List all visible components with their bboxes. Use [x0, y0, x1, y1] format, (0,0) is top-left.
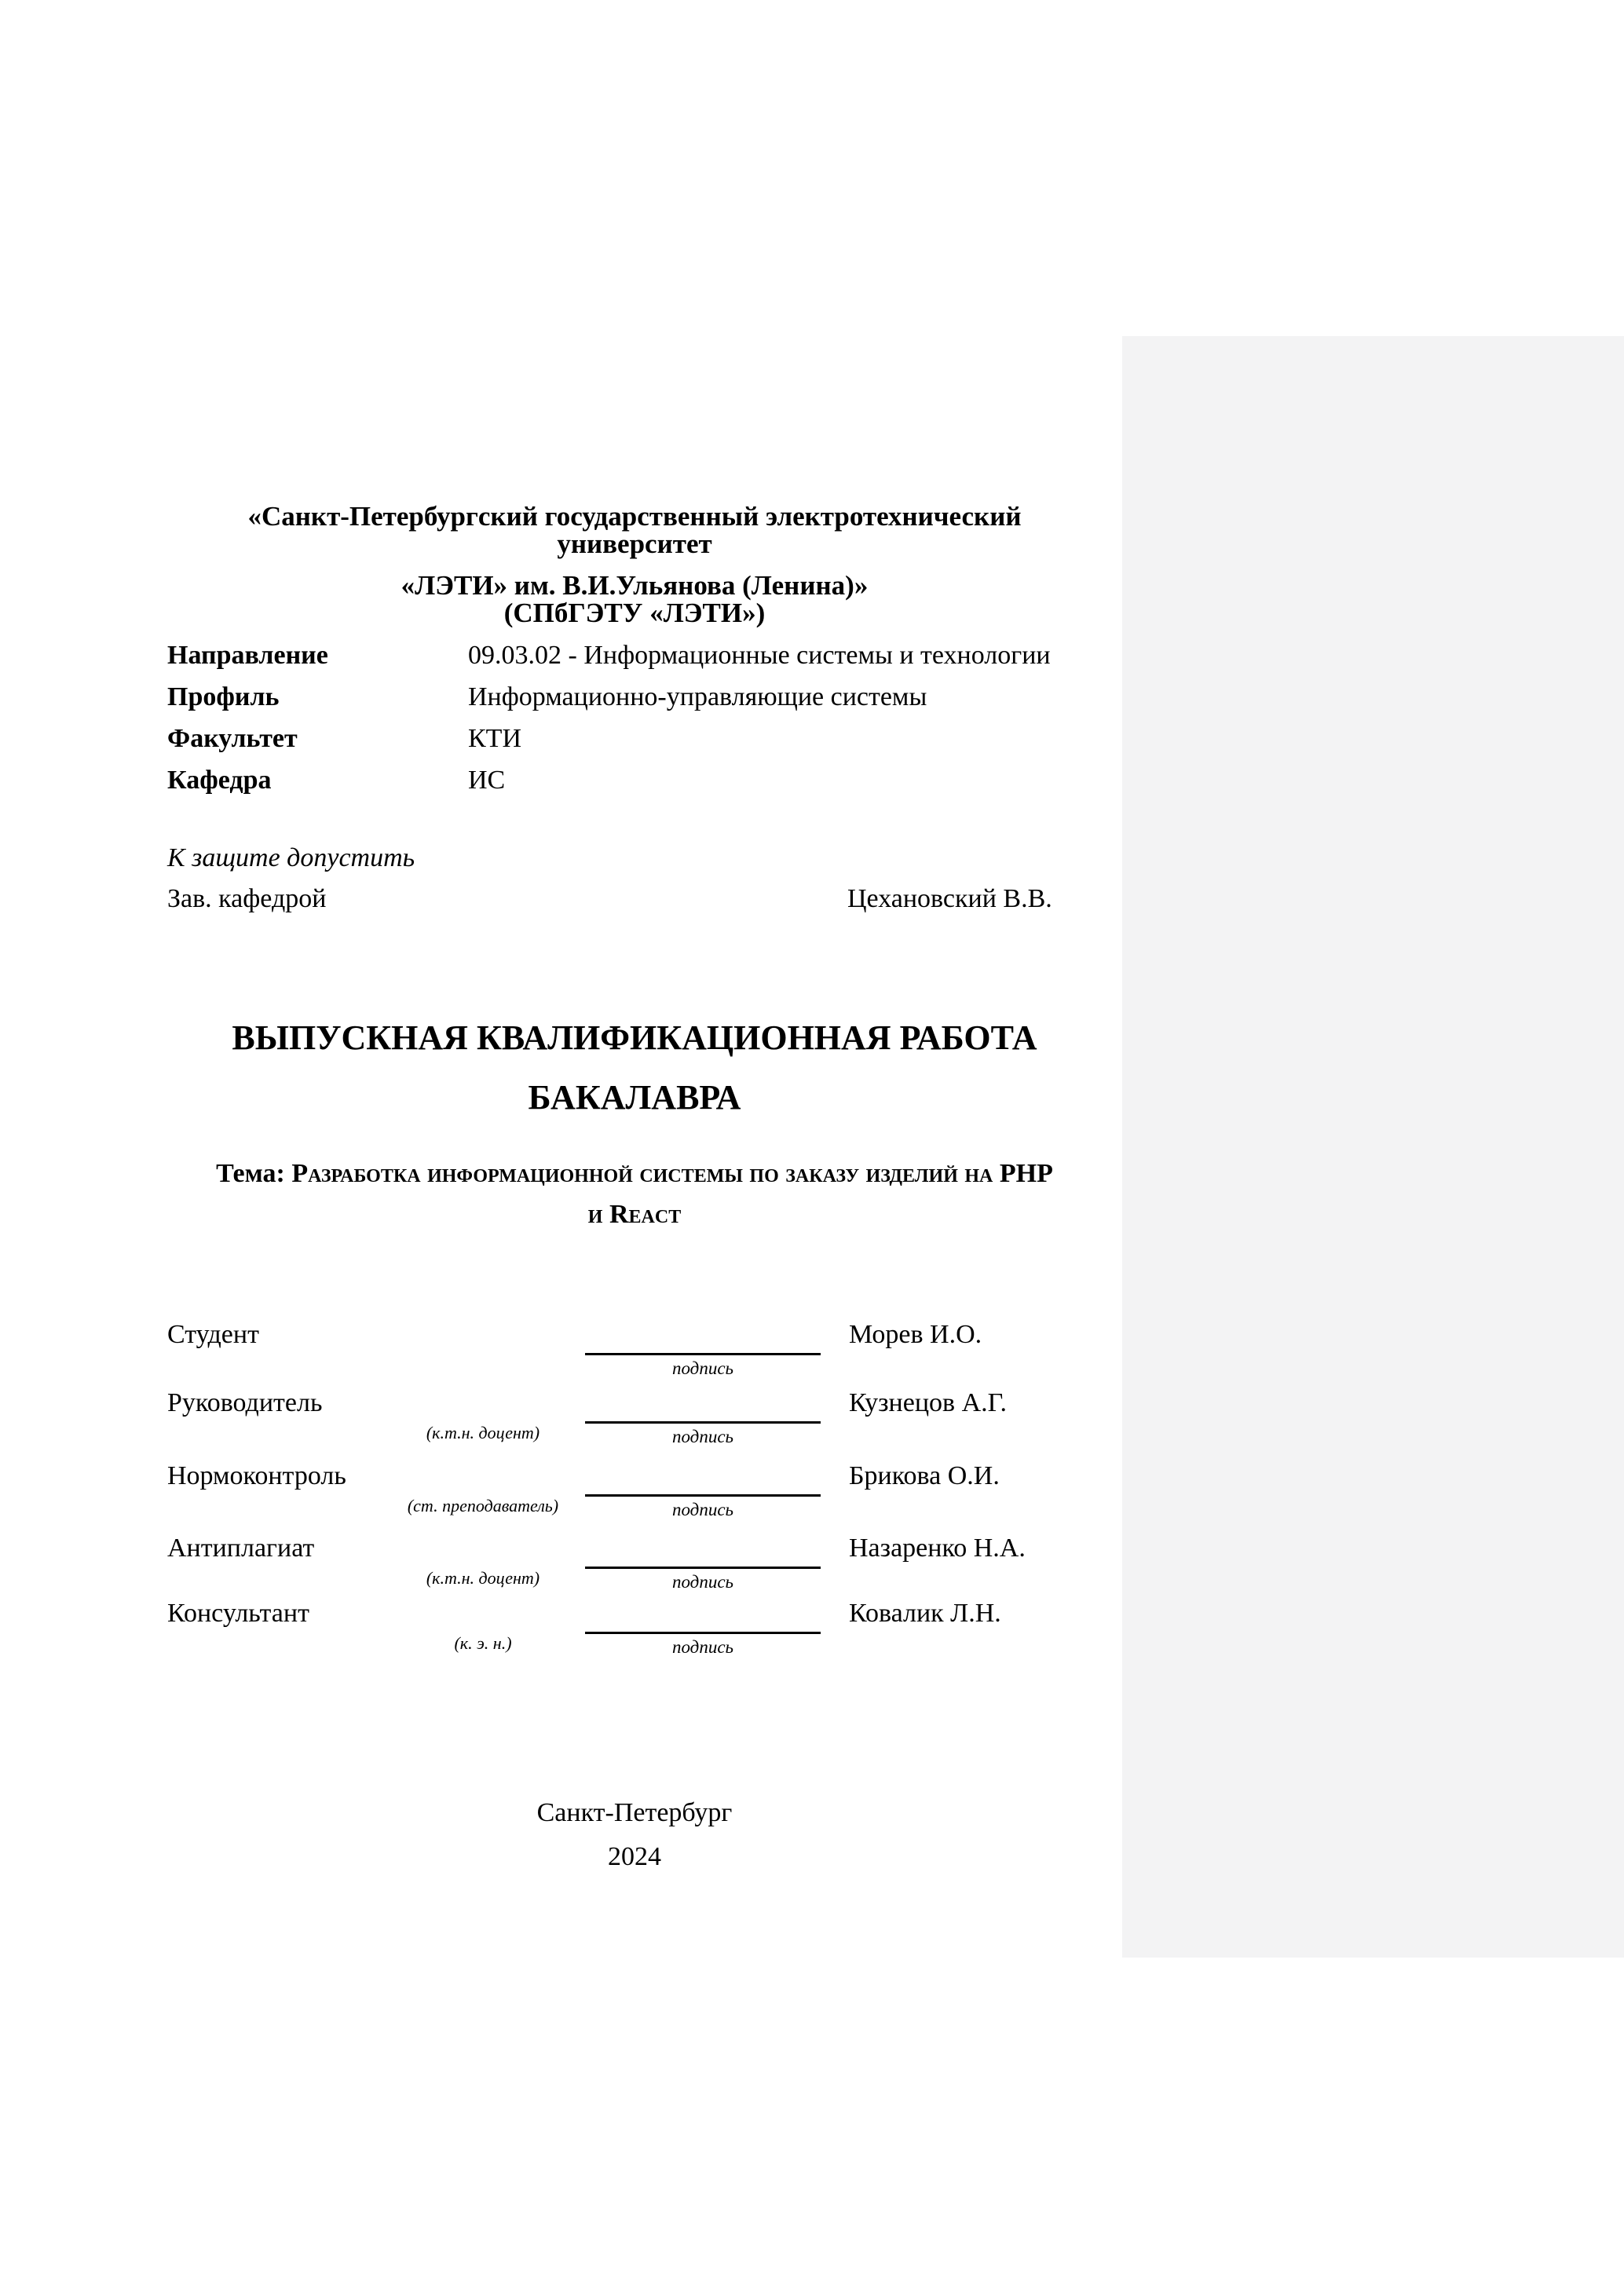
thesis-theme [167, 1158, 1102, 1230]
signature-line [585, 1421, 821, 1424]
university-name-line-2: «ЛЭТИ» им. В.И.Ульянова (Ленина)» [401, 570, 869, 601]
footer-year: 2024 [608, 1842, 661, 1871]
thesis-theme-text: Разработка информационной системы по заказу изделий на PHP [291, 1159, 1053, 1188]
field-row-department [167, 767, 1102, 794]
field-row-profile [167, 684, 1102, 711]
footer-city: Санкт-Петербург [536, 1798, 733, 1827]
signature-line [585, 1494, 821, 1497]
field-value-profile: Информационно-управляющие системы [468, 682, 927, 711]
admission-row [167, 886, 1102, 912]
signature-role: Руководитель [167, 1388, 323, 1417]
signature-name: Ковалик Л.Н. [849, 1599, 1001, 1628]
admission-role: Зав. кафедрой [167, 884, 327, 913]
thesis-theme-line-2: и React [587, 1200, 682, 1229]
university-abbreviation: (СПбГЭТУ «ЛЭТИ») [503, 598, 766, 628]
page-title [167, 1018, 1102, 1117]
program-fields [167, 642, 1102, 809]
signature-name: Назаренко Н.А. [849, 1534, 1026, 1563]
field-label-profile: Профиль [167, 682, 280, 711]
page-title-line-2: БАКАЛАВРА [528, 1078, 741, 1117]
signature-caption: подпись [671, 1358, 733, 1378]
signature-line [585, 1632, 821, 1634]
field-value-department: ИС [468, 766, 506, 795]
signature-line [585, 1567, 821, 1569]
signature-name: Морев И.О. [849, 1320, 982, 1349]
signature-caption: подпись [671, 1500, 733, 1519]
signature-qualifier: (ст. преподаватель) [407, 1496, 559, 1515]
signature-role: Консультант [167, 1599, 309, 1628]
signature-role: Студент [167, 1320, 259, 1349]
field-row-direction [167, 642, 1102, 669]
signature-name: Кузнецов А.Г. [849, 1388, 1007, 1417]
admission-name: Цехановский В.В. [847, 884, 1052, 913]
signature-caption: подпись [671, 1572, 733, 1592]
signature-name: Брикова О.И. [849, 1461, 1000, 1490]
signature-row-supervisor [167, 1390, 1102, 1454]
field-label-direction: Направление [167, 641, 328, 670]
page-title-line-1: ВЫПУСКНАЯ КВАЛИФИКАЦИОННАЯ РАБОТА [232, 1018, 1037, 1057]
signature-row-antiplagiarism [167, 1535, 1102, 1600]
university-header [167, 503, 1102, 627]
signature-qualifier: (к.т.н. доцент) [426, 1568, 540, 1588]
thesis-theme-line-1 [167, 1158, 1102, 1190]
thesis-theme-label: Тема: [216, 1159, 285, 1188]
signature-row-consultant [167, 1600, 1102, 1665]
signature-row-student [167, 1322, 1102, 1386]
field-label-faculty: Факультет [167, 724, 298, 753]
signature-caption: подпись [671, 1427, 733, 1446]
signature-caption: подпись [671, 1637, 733, 1657]
signature-role: Антиплагиат [167, 1534, 315, 1563]
signature-qualifier: (к.т.н. доцент) [426, 1423, 540, 1442]
signature-row-normcontrol [167, 1463, 1102, 1527]
field-value-faculty: КТИ [468, 724, 521, 753]
field-label-department: Кафедра [167, 766, 272, 795]
signature-line [585, 1353, 821, 1355]
footer [167, 1800, 1102, 1870]
admission-note: К защите допустить [167, 843, 415, 872]
signature-role: Нормоконтроль [167, 1461, 346, 1490]
university-name-line-1: «Санкт-Петербургский государственный электротехнический университет [247, 501, 1022, 559]
right-gray-panel [1122, 336, 1624, 1958]
field-value-direction: 09.03.02 - Информационные системы и технологии [468, 641, 1051, 670]
signature-qualifier: (к. э. н.) [454, 1633, 512, 1653]
field-row-faculty [167, 726, 1102, 752]
